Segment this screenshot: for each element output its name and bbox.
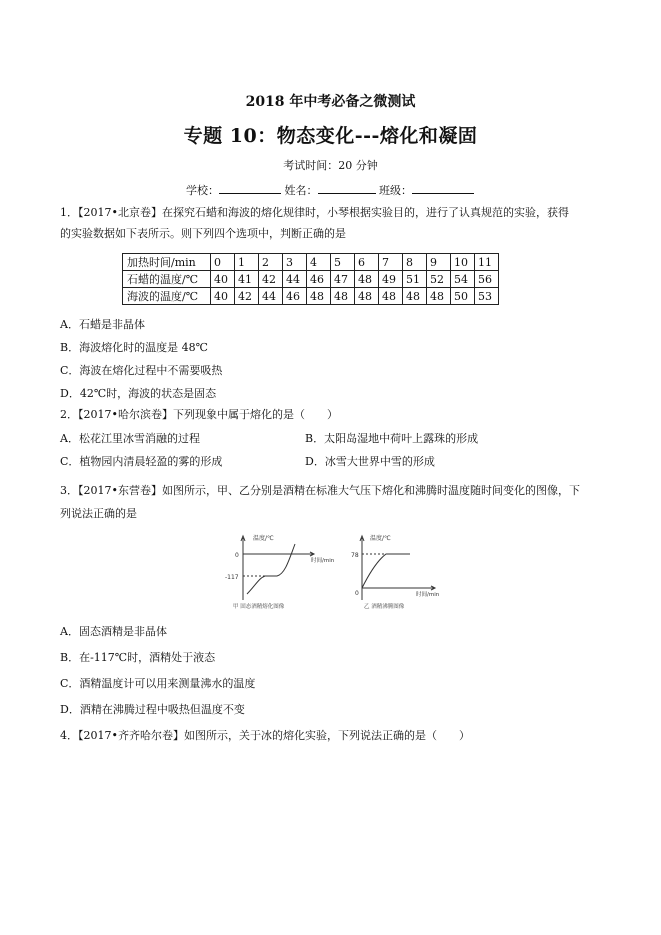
table-cell: 44: [283, 271, 307, 288]
table-cell: 0: [211, 254, 235, 271]
table-cell: 海波的温度/℃: [123, 288, 211, 305]
table-cell: 48: [355, 271, 379, 288]
graph-a-xlabel: 时间/min: [311, 558, 335, 564]
table-row: [123, 288, 499, 305]
q3-stem-line2: 列说法正确的是: [60, 507, 137, 520]
exam-time: 考试时间：20 分钟: [283, 159, 378, 172]
table-cell: 7: [379, 254, 403, 271]
table-cell: 40: [211, 271, 235, 288]
student-info-fields: [186, 183, 474, 198]
graph-a-ylabel: 温度/℃: [253, 535, 274, 542]
table-cell: 52: [427, 271, 451, 288]
table-cell: 4: [307, 254, 331, 271]
table-cell: 46: [283, 288, 307, 305]
table-cell: 46: [307, 271, 331, 288]
q3-option-b: B．在-117℃时，酒精处于液态: [60, 651, 216, 664]
table-cell: 47: [331, 271, 355, 288]
test-series-title: 2018 年中考必备之微测试: [245, 94, 416, 110]
table-row: [123, 254, 499, 271]
table-cell: 42: [259, 271, 283, 288]
q3-option-c: C．酒精温度计可以用来测量沸水的温度: [60, 677, 256, 690]
table-cell: 5: [331, 254, 355, 271]
q1-option-a: A．石蜡是非晶体: [60, 318, 145, 331]
melting-curve: [247, 544, 295, 594]
table-cell: 41: [235, 271, 259, 288]
table-row: [123, 271, 499, 288]
graph-b-caption: 乙 酒精沸腾图像: [364, 604, 405, 610]
table-cell: 44: [259, 288, 283, 305]
q1-option-b: B．海波熔化时的温度是 48℃: [60, 341, 208, 354]
q1-stem-line1: 1．【2017•北京卷】在探究石蜡和海波的熔化规律时，小琴根据实验目的，进行了认真规范的实验，获得: [60, 206, 569, 219]
boiling-curve: [362, 554, 410, 588]
graph-a-zero-label: 0: [235, 552, 239, 559]
table-cell: 48: [307, 288, 331, 305]
school-label: 学校：: [186, 184, 219, 197]
table-cell: 8: [403, 254, 427, 271]
table-cell: 42: [235, 288, 259, 305]
graph-b-xlabel: 时间/min: [416, 592, 440, 598]
table-cell: 48: [379, 288, 403, 305]
table-cell: 40: [211, 288, 235, 305]
table-cell: 6: [355, 254, 379, 271]
table-cell: 11: [475, 254, 499, 271]
table-cell: 54: [451, 271, 475, 288]
table-cell: 56: [475, 271, 499, 288]
q3-stem-line1: 3．【2017•东营卷】如图所示，甲、乙分别是酒精在标准大气压下熔化和沸腾时温度随时间变化的图像，下: [60, 484, 580, 497]
table-cell: 48: [427, 288, 451, 305]
class-label: 班级：: [379, 184, 412, 197]
graph-a-tick-label: -117: [225, 574, 239, 581]
table-cell: 1: [235, 254, 259, 271]
table-cell: 49: [379, 271, 403, 288]
q1-option-c: C．海波在熔化过程中不需要吸热: [60, 364, 223, 377]
table-cell: 9: [427, 254, 451, 271]
table-cell: 2: [259, 254, 283, 271]
graph-a-caption: 甲 固态酒精熔化图像: [233, 604, 285, 610]
q1-data-table: [122, 253, 499, 305]
q3-option-d: D．酒精在沸腾过程中吸热但温度不变: [60, 703, 245, 716]
q2-option-c: C．植物园内清晨轻盈的雾的形成: [60, 455, 223, 468]
boiling-graph-figure: [350, 530, 450, 612]
q3-option-a: A．固态酒精是非晶体: [60, 625, 167, 638]
q2-stem: 2．【2017•哈尔滨卷】下列现象中属于熔化的是（ ）: [60, 408, 338, 421]
school-blank[interactable]: [219, 183, 281, 194]
class-blank[interactable]: [412, 183, 474, 194]
table-cell: 51: [403, 271, 427, 288]
q1-option-d: D．42℃时，海波的状态是固态: [60, 387, 217, 400]
name-blank[interactable]: [318, 183, 376, 194]
table-cell: 石蜡的温度/℃: [123, 271, 211, 288]
table-cell: 50: [451, 288, 475, 305]
table-cell: 3: [283, 254, 307, 271]
q4-stem: 4．【2017•齐齐哈尔卷】如图所示，关于冰的熔化实验，下列说法正确的是（ ）: [60, 729, 470, 742]
q2-option-b: B．太阳岛湿地中荷叶上露珠的形成: [305, 432, 479, 445]
graph-b-tick-label: 78: [351, 552, 359, 559]
table-cell: 48: [355, 288, 379, 305]
table-cell: 48: [403, 288, 427, 305]
graph-b-zero-label: 0: [355, 590, 359, 597]
name-label: 姓名：: [284, 184, 318, 197]
topic-title: 专题 10：物态变化---熔化和凝固: [183, 125, 478, 147]
table-cell: 48: [331, 288, 355, 305]
q1-stem-line2: 的实验数据如下表所示。则下列四个选项中，判断正确的是: [60, 227, 346, 240]
q2-option-d: D．冰雪大世界中雪的形成: [305, 455, 435, 468]
table-cell: 10: [451, 254, 475, 271]
table-cell: 53: [475, 288, 499, 305]
table-cell: 加热时间/min: [123, 254, 211, 271]
graph-b-ylabel: 温度/℃: [370, 535, 391, 542]
melting-graph-figure: [225, 530, 335, 612]
q2-option-a: A．松花江里冰雪消融的过程: [60, 432, 200, 445]
